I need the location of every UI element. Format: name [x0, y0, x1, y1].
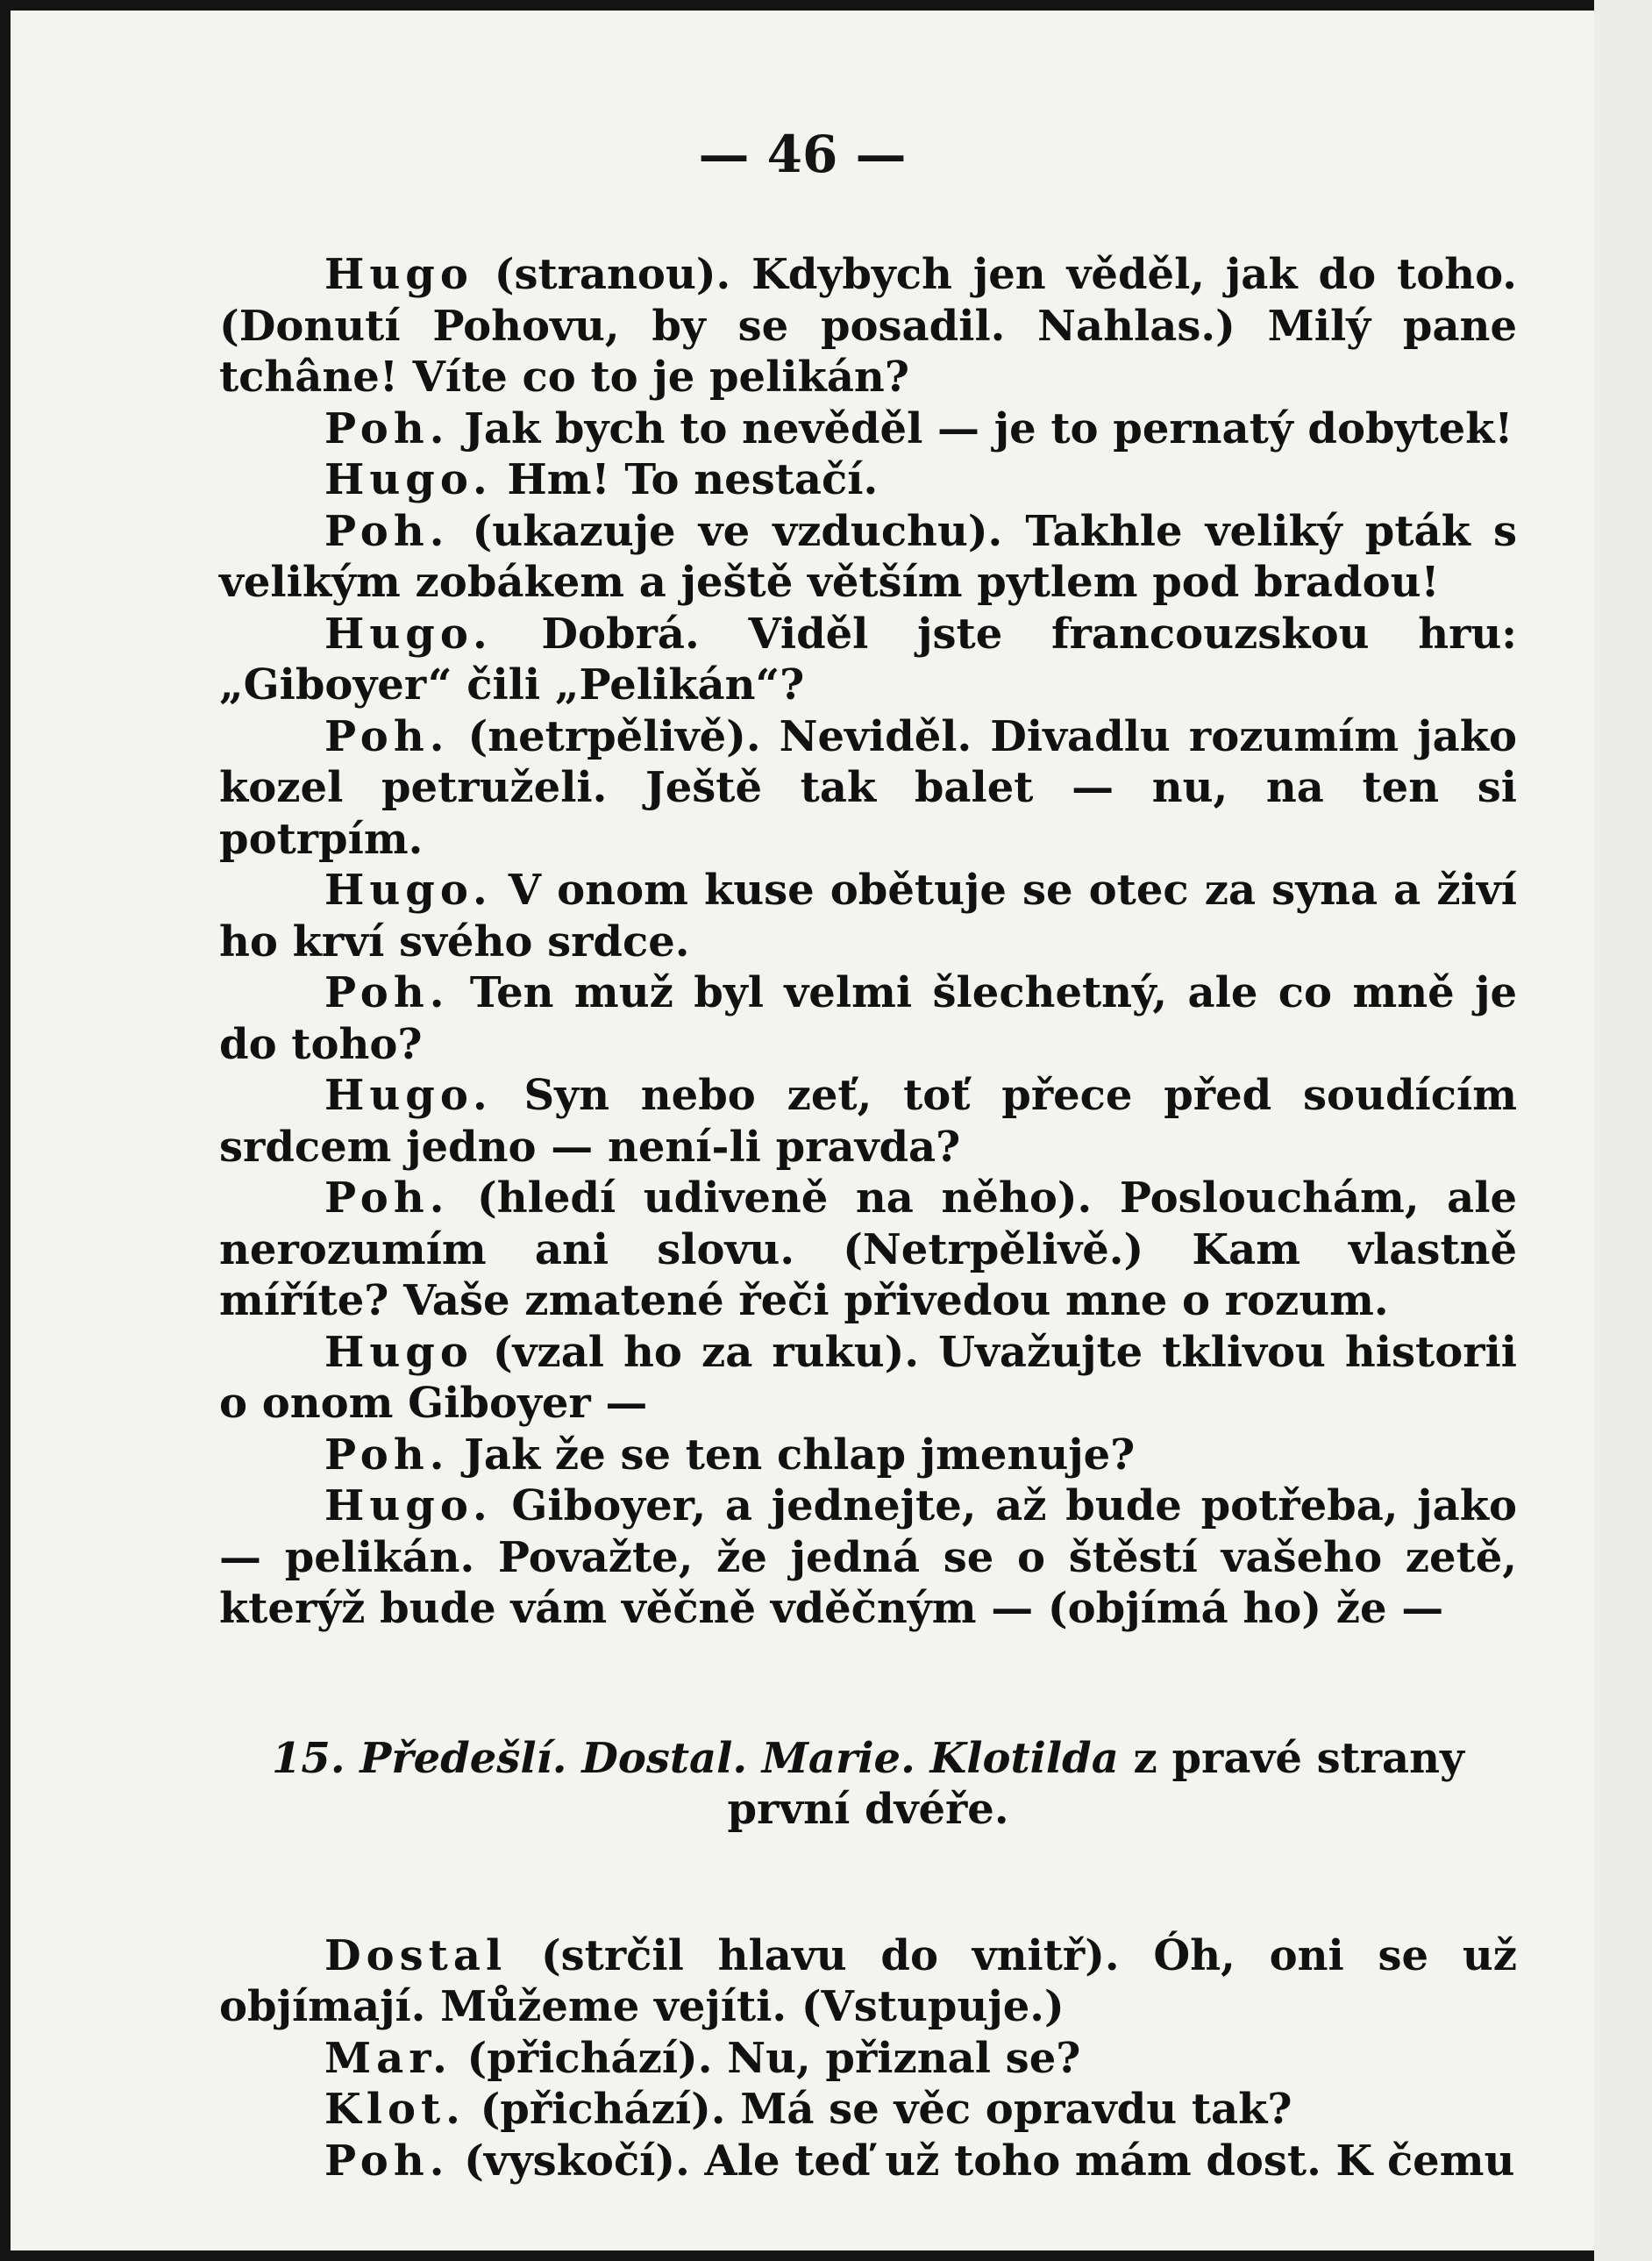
book-page	[11, 11, 1594, 2250]
line-text: (přichází). Nu, přiznal se?	[452, 2033, 1081, 2083]
line-text: Syn nebo zeť, toť přece před soudícím srdcem jedno — není-li pravda?	[219, 1071, 1517, 1172]
speaker: Poh.	[324, 506, 450, 556]
paragraph	[219, 2033, 1517, 2085]
paragraph	[219, 1070, 1517, 1173]
scene-direction-continued: první dvéře.	[727, 1785, 1009, 1834]
line-text: Jak že se ten chlap jmenuje?	[449, 1430, 1136, 1480]
scene-number: 15.	[272, 1733, 345, 1783]
speaker: Poh.	[324, 403, 450, 453]
speaker: Hugo.	[324, 609, 493, 659]
speaker: Mar.	[324, 2033, 452, 2083]
line-text: Dobrá. Viděl jste francouzskou hru: „Giboyer“ čili „Pelikán“?	[219, 609, 1517, 710]
paragraph	[219, 249, 1517, 403]
line-text: (přichází). Má se věc opravdu tak?	[465, 2085, 1292, 2134]
paragraph	[219, 2084, 1517, 2136]
scene-characters: Předešlí. Dostal. Marie. Klotilda	[360, 1733, 1119, 1783]
paragraph	[219, 454, 1517, 506]
paragraph	[219, 865, 1517, 967]
paragraph	[219, 2136, 1517, 2187]
page-number: — 46 —	[698, 125, 907, 184]
speaker: Poh.	[324, 968, 450, 1017]
scene-heading	[219, 1733, 1517, 1836]
paragraph	[219, 711, 1517, 866]
speaker: Hugo.	[324, 1071, 493, 1120]
paragraph	[219, 967, 1517, 1070]
line-text: Jak bych to nevěděl — je to pernatý dobytek!	[449, 403, 1513, 453]
line-text: Hm! To nestačí.	[492, 455, 879, 504]
paragraph	[219, 1430, 1517, 1481]
paragraph	[219, 1327, 1517, 1430]
paragraph	[219, 403, 1517, 455]
line-text: (hledí udiveně na něho). Poslouchám, ale nerozumím ani slovu. (Netrpělivě.) Kam vlastně míříte? Vaše zmatené řeči přivedou mne o rozum.	[219, 1173, 1517, 1325]
speaker: Poh.	[324, 1430, 450, 1480]
line-text: Giboyer, a jednejte, až bude potřeba, jako — pelikán. Považte, že jedná se o štěstí vašeho zetě, kterýž bude vám věčně vděčným — (objímá ho) že —	[219, 1481, 1517, 1633]
line-text: (stranou). Kdybych jen věděl, jak do toho. (Donutí Pohovu, by se posadil. Nahlas.) Milý pane tchâne! Víte co to je pelikán?	[219, 250, 1517, 402]
paragraph	[219, 506, 1517, 609]
page-text	[219, 249, 1517, 2186]
line-text: (ukazuje ve vzduchu). Takhle veliký pták s velikým zobákem a ještě větším pytlem pod bradou!	[219, 506, 1517, 607]
line-text: V onom kuse obětuje se otec za syna a živí ho krví svého srdce.	[219, 866, 1517, 966]
line-text: (vyskočí). Ale teď už toho mám dost. K čemu	[449, 2136, 1515, 2186]
speaker: Dostal	[324, 1930, 508, 1980]
line-text: (vzal ho za ruku). Uvažujte tklivou historii o onom Giboyer —	[219, 1327, 1517, 1428]
speaker: Hugo.	[324, 455, 493, 504]
speaker: Poh.	[324, 2136, 450, 2186]
line-text: (netrpělivě). Neviděl. Divadlu rozumím jako kozel petruželi. Ještě tak balet — nu, na ten si potrpím.	[219, 711, 1517, 864]
line-text: (strčil hlavu do vnitř). Óh, oni se už objímají. Můžeme vejíti. (Vstupuje.)	[219, 1930, 1517, 2031]
paragraph	[219, 1480, 1517, 1635]
speaker: Hugo	[324, 1327, 474, 1377]
next-page-edge	[1594, 0, 1652, 2261]
speaker: Hugo	[324, 250, 474, 299]
speaker: Poh.	[324, 711, 450, 761]
paragraph	[219, 1173, 1517, 1327]
scene-direction: z pravé strany	[1118, 1733, 1464, 1783]
speaker: Hugo.	[324, 1481, 493, 1530]
speaker: Klot.	[324, 2085, 466, 2134]
line-text: Ten muž byl velmi šlechetný, ale co mně je do toho?	[219, 968, 1517, 1069]
paragraph	[219, 1930, 1517, 2033]
paragraph	[219, 609, 1517, 711]
speaker: Hugo.	[324, 866, 493, 915]
speaker: Poh.	[324, 1173, 450, 1223]
